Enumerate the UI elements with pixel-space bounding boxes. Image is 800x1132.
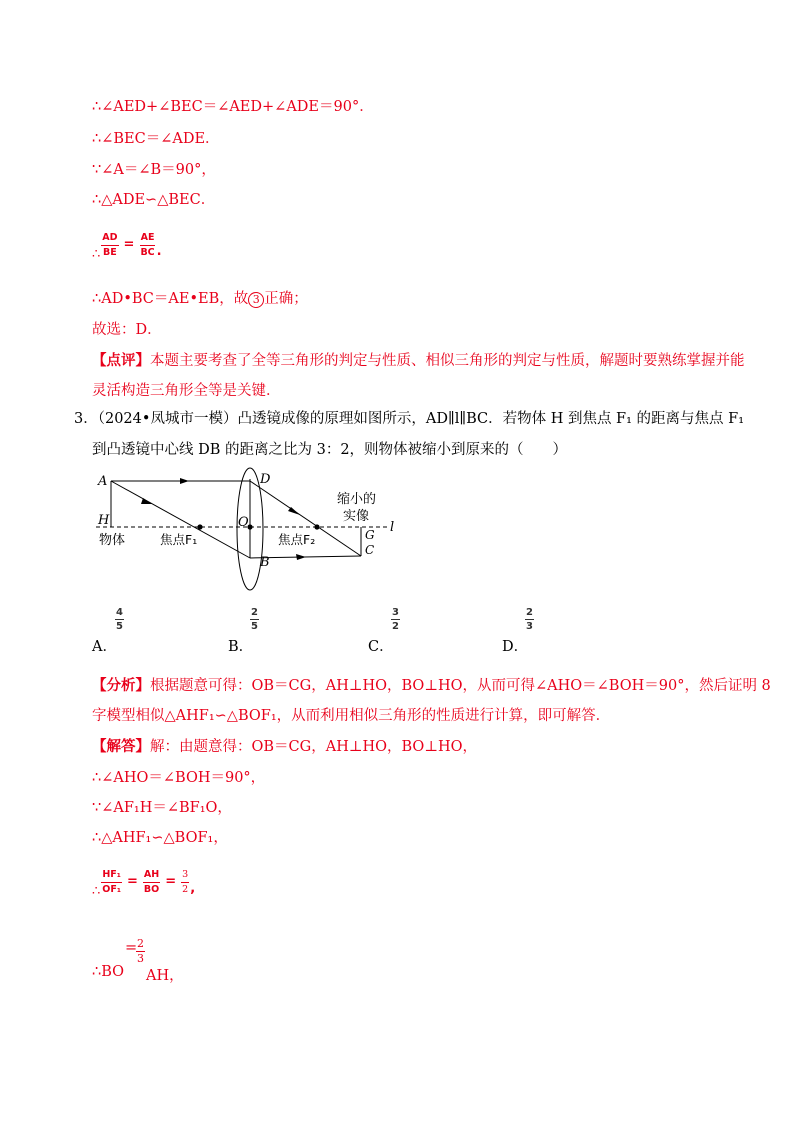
question-3-line-1: 3．（2024•凤城市一模）凸透镜成像的原理如图所示，AD∥l∥BC．若物体 H 到焦点 F₁ 的距离与焦点 F₁ [74,411,745,427]
fraction-ah-bo: $\frac{AH}{BO}$ [143,868,160,895]
equals-sign: = [123,237,135,252]
comment-tag: 【点评】 [92,352,150,369]
focus-point-f2 [314,524,319,529]
label-object: 物体 [99,533,126,548]
equals-sign: = [125,940,138,956]
therefore-bo: ∴BO [92,964,125,980]
answer-line-2: ∴∠AHO＝∠BOH＝90°， [92,770,266,786]
answer-line-1: 【解答】解：由题意得：OB＝CG，AH⊥HO，BO⊥HO， [92,738,477,755]
label-a: A [98,474,108,489]
solution-line-3: ∵∠A＝∠B＝90°， [92,162,216,178]
analysis-line-2: 字模型相似△AHF₁∽△BOF₁，从而利用相似三角形的性质进行计算，即可解答． [92,708,611,724]
label-h: H [98,513,110,528]
focus-point-f1 [197,524,202,529]
equals-sign-2: = [165,874,177,889]
therefore-symbol: ∴ [92,247,101,262]
convex-lens-diagram [88,466,408,598]
option-c-fraction[interactable]: $\frac{3}{2}$ [392,607,399,632]
comment-line-1: 【点评】本题主要考查了全等三角形的判定与性质、相似三角形的判定与性质，解题时要熟练掌握并能 [92,352,745,369]
answer-line-4: ∴△AHF₁∽△BOF₁， [92,830,228,846]
solution-fraction-equation [92,229,162,261]
question-3-line-2: 到凸透镜中心线 DB 的距离之比为 3：2，则物体被缩小到原来的（ ） [92,442,568,458]
therefore-symbol: ∴ [92,884,101,899]
label-d: D [260,472,271,487]
option-c-label[interactable]: C． [368,639,394,655]
circled-number-3: 3 [248,292,264,308]
label-l: l [390,520,395,535]
label-focus-f2: 焦点F₂ [278,532,316,547]
label-image-line-2: 实像 [343,509,370,524]
period: . [156,244,162,259]
arrow-1 [180,478,189,484]
ah-tail: AH， [146,968,184,984]
label-b: B [260,555,270,570]
option-a-label[interactable]: A． [92,639,117,655]
solution-line-6: 故选：D． [92,322,162,338]
fraction-3-2: $\frac{3}{2}$ [182,868,189,895]
answer-line-3: ∵∠AF₁H＝∠BF₁O， [92,800,232,816]
option-d-fraction[interactable]: $\frac{2}{3}$ [526,607,533,632]
label-image-line-1: 缩小的 [337,492,377,507]
solution-line-1: ∴∠AED+∠BEC＝∠AED+∠ADE＝90°． [92,99,374,115]
comma: , [190,881,196,896]
solution-line-2: ∴∠BEC＝∠ADE． [92,131,220,147]
label-g: G [365,528,375,542]
fraction-hf1-of1: $\frac{\text{HF₁}}{\text{OF₁}}$ [102,868,122,895]
question-number: 3． [74,411,98,427]
answer-tag: 【解答】 [92,738,150,755]
label-c: C [365,543,375,557]
fraction-ad-be: $\frac{AD}{BE}$ [102,231,118,258]
comment-line-2: 灵活构造三角形全等是关键． [92,383,281,399]
solution-line-5: ∴AD•BC＝AE•EB，故 3 正确； [92,291,308,307]
option-d-label[interactable]: D． [502,639,529,655]
equals-sign-1: = [127,874,138,889]
label-o: O [238,515,249,530]
fraction-ae-bc: $\frac{AE}{BC}$ [140,231,155,258]
option-b-label[interactable]: B． [228,639,254,655]
option-a-fraction[interactable]: $\frac{4}{5}$ [116,607,123,632]
solution-line-4: ∴△ADE∽△BEC． [92,192,216,208]
arrow-4 [296,554,306,560]
analysis-line-1: 【分析】根据题意可得：OB＝CG，AH⊥HO，BO⊥HO，从而可得∠AHO＝∠BOH＝90°，然后证明 8 [92,677,771,694]
analysis-tag: 【分析】 [92,677,150,694]
option-b-fraction[interactable]: $\frac{2}{5}$ [251,607,258,632]
answer-fraction-equation [92,866,195,898]
label-focus-f1: 焦点F₁ [160,532,198,547]
fraction-2-3: $\frac{2}{3}$ [137,937,144,965]
